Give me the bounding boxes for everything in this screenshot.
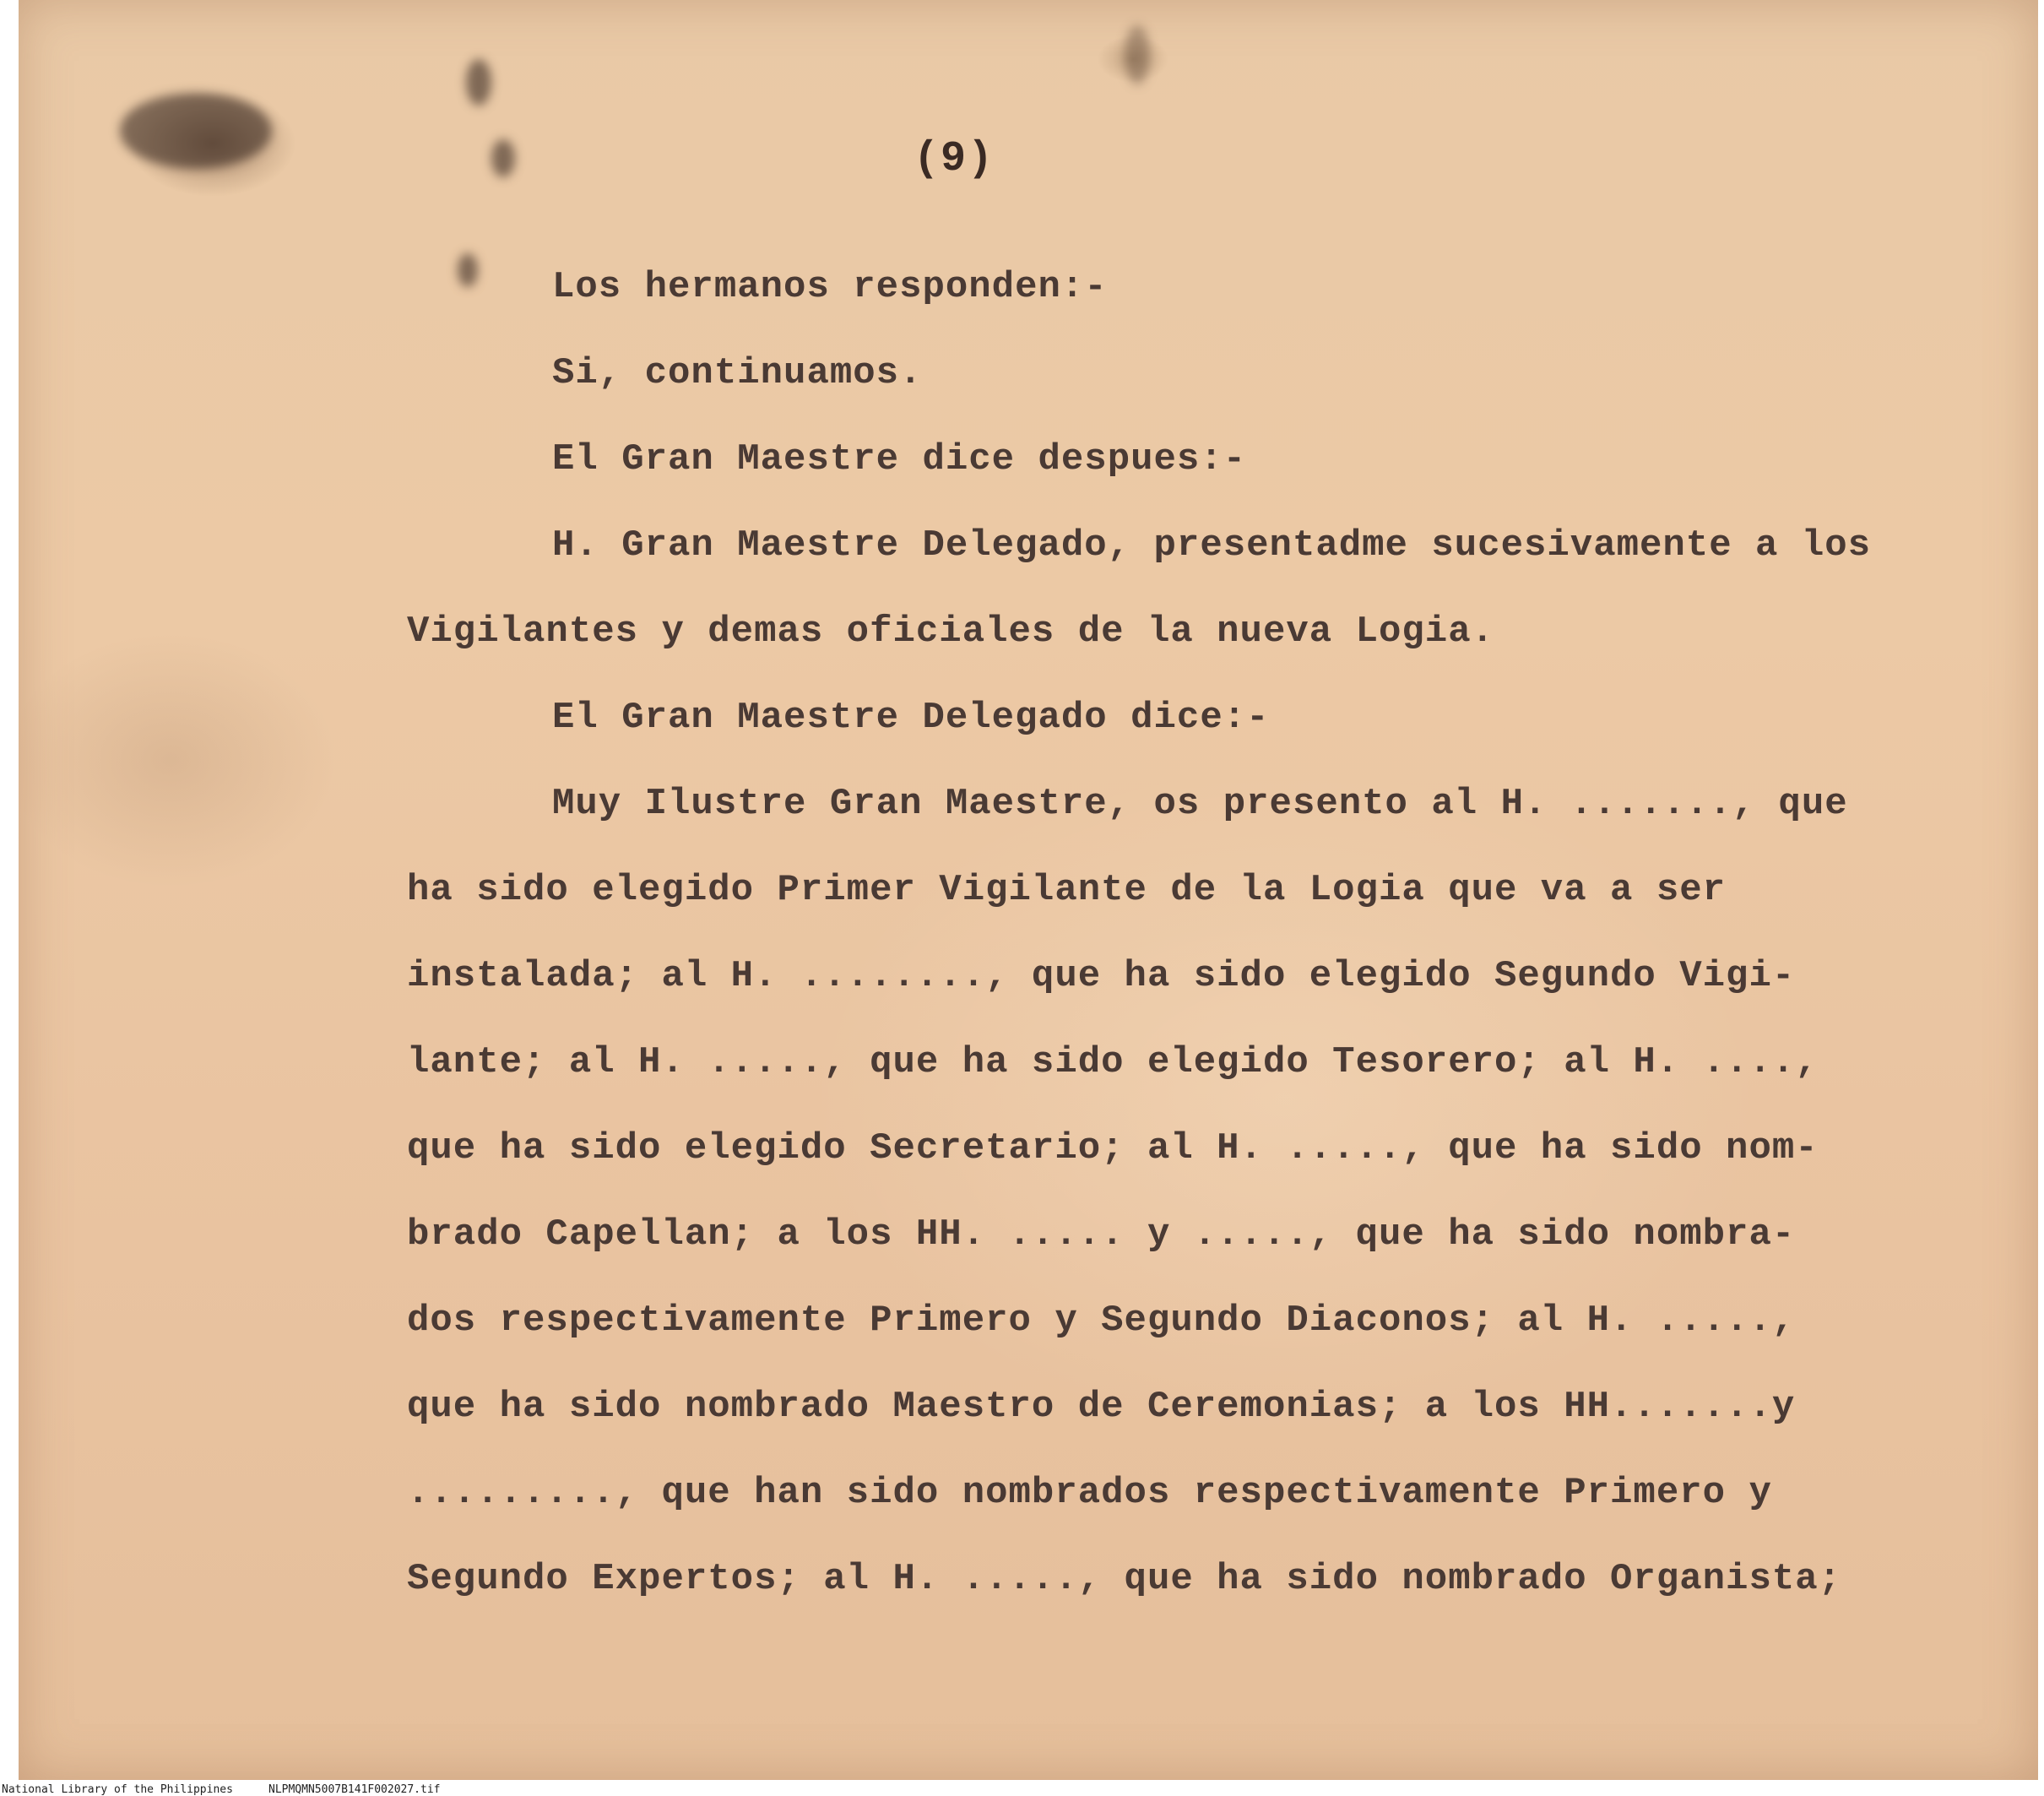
text-line: instalada; al H. ........, que ha sido elegido Segundo Vigi- <box>407 955 1796 997</box>
text-line: que ha sido elegido Secretario; al H. ....., que ha sido nom- <box>407 1127 1819 1169</box>
text-line: ha sido elegido Primer Vigilante de la Logia que va a ser <box>407 869 1727 911</box>
text-line: El Gran Maestre Delegado dice:- <box>552 697 1270 739</box>
text-line: lante; al H. ....., que ha sido elegido Tesorero; al H. ...., <box>407 1041 1819 1083</box>
text-line: Segundo Expertos; al H. ....., que ha sido nombrado Organista; <box>407 1558 1842 1600</box>
text-line: ........., que han sido nombrados respectivamente Primero y <box>407 1472 1772 1514</box>
text-line: H. Gran Maestre Delegado, presentadme sucesivamente a los <box>552 524 1872 567</box>
document-page <box>19 0 2038 1780</box>
text-line: Muy Ilustre Gran Maestre, os presento al H. ......., que <box>552 783 1848 825</box>
text-line: El Gran Maestre dice despues:- <box>552 438 1247 480</box>
footer-filename: NLPMQMN5007B141F002027.tif <box>268 1783 441 1796</box>
text-line: que ha sido nombrado Maestro de Ceremonias; a los HH.......y <box>407 1386 1796 1428</box>
footer-institution: National Library of the Philippines <box>2 1783 233 1796</box>
text-line: Si, continuamos. <box>552 352 923 394</box>
ink-stain <box>491 139 515 177</box>
text-line: Vigilantes y demas oficiales de la nueva Logia. <box>407 610 1495 653</box>
page-number: (9) <box>914 135 995 183</box>
ink-stain <box>466 59 491 106</box>
text-line: dos respectivamente Primero y Segundo Diaconos; al H. ....., <box>407 1300 1796 1342</box>
ink-stain <box>120 93 272 169</box>
text-line: Los hermanos responden:- <box>552 266 1108 308</box>
text-line: brado Capellan; a los HH. ..... y ....., que ha sido nombra- <box>407 1213 1796 1256</box>
ink-stain <box>1125 25 1150 84</box>
ink-stain <box>458 253 478 287</box>
